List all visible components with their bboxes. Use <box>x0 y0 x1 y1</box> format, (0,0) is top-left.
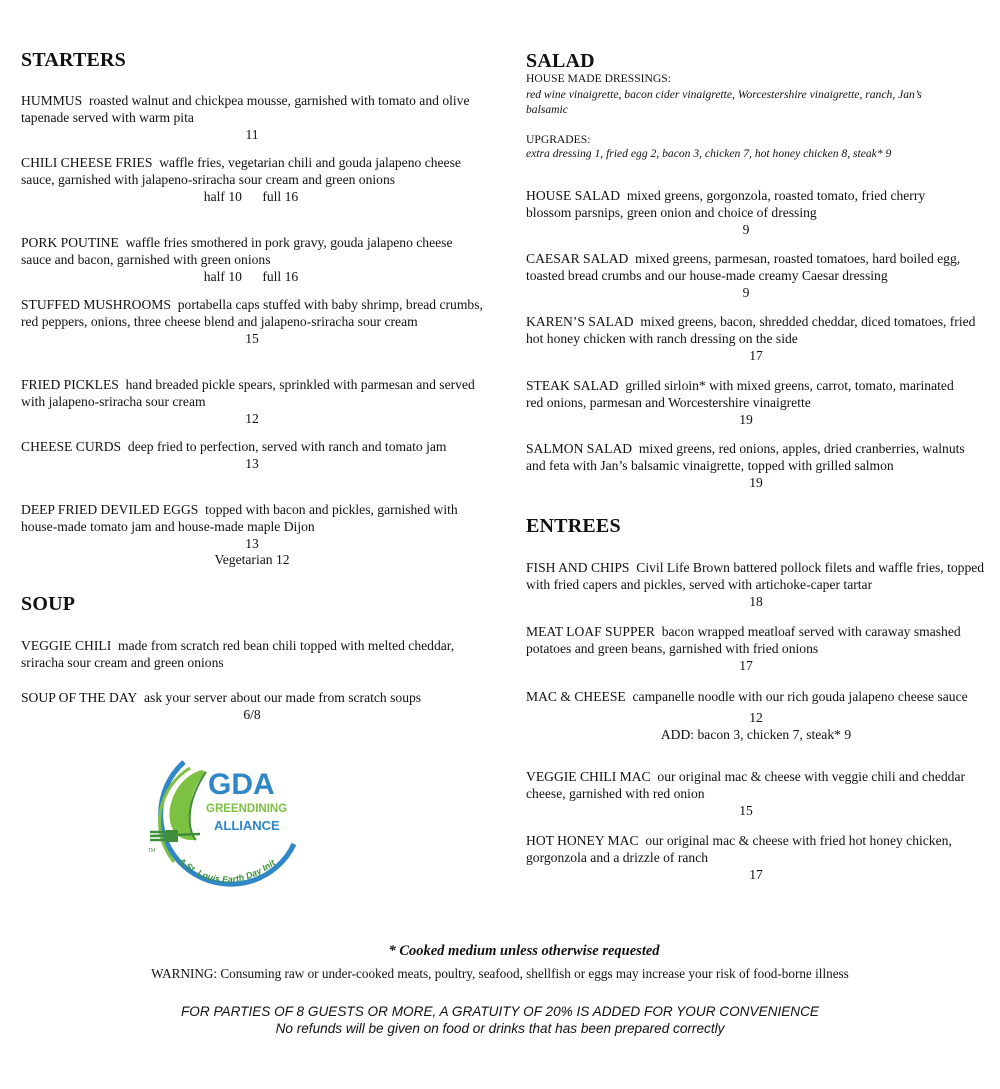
refund-note: No refunds will be given on food or drinks that has been prepared correctly <box>275 1021 725 1036</box>
item-name: STEAK SALAD <box>526 378 619 393</box>
menu-item-karens-salad <box>526 314 986 364</box>
menu-item-steak-salad <box>526 378 966 428</box>
item-desc: our original mac & cheese with fried hot honey chicken, gorgonzola and a drizzle of ranch <box>526 833 952 865</box>
cooked-note: * Cooked medium unless otherwise requested <box>388 943 660 959</box>
item-desc: our original mac & cheese with veggie chili and cheddar cheese, garnished with red onion <box>526 769 966 801</box>
item-desc: topped with bacon and pickles, garnished with house-made tomato jam and house-made maple Dijon <box>21 502 458 534</box>
item-name: SOUP OF THE DAY <box>21 690 138 705</box>
upgrades-label: UPGRADES: <box>526 133 591 146</box>
item-name: CAESAR SALAD <box>526 251 629 266</box>
item-price: 13 <box>245 455 259 471</box>
upgrades-list <box>526 147 966 162</box>
item-name: FRIED PICKLES <box>21 377 119 392</box>
item-desc: campanelle noodle with our rich gouda jalapeno cheese sauce <box>632 689 968 704</box>
item-price: 11 <box>245 126 259 142</box>
logo-tagline: A St. Louis Earth Day Init <box>176 855 278 885</box>
menu-item-pork-poutine <box>21 235 461 285</box>
item-desc: hand breaded pickle spears, sprinkled with parmesan and served with jalapeno-sriracha sour cream <box>21 377 475 409</box>
item-desc: waffle fries smothered in pork gravy, gouda jalapeno cheese sauce and bacon, garnished with green onions <box>21 235 453 267</box>
item-desc: mixed greens, parmesan, roasted tomatoes, hard boiled egg, toasted bread crumbs and our house-made creamy Caesar dressing <box>526 251 961 283</box>
logo-letters: GDA <box>208 768 275 801</box>
menu-item-mac-and-cheese <box>526 689 986 743</box>
item-desc: bacon wrapped meatloaf served with caraway smashed potatoes and green beans, garnished with fried onions <box>526 624 961 656</box>
item-add-ons: ADD: bacon 3, chicken 7, steak* 9 <box>660 726 852 742</box>
policy-notes <box>0 1003 1000 1037</box>
food-warning: WARNING: Consuming raw or under-cooked meats, poultry, seafood, shellfish or eggs may increase your risk of food-borne illness <box>151 966 849 981</box>
item-desc: portabella caps stuffed with baby shrimp, bread crumbs, red peppers, onions, three cheese blend and jalapeno-sriracha sour cream <box>21 297 483 329</box>
item-name: PORK POUTINE <box>21 235 119 250</box>
item-price: 12 <box>749 709 763 725</box>
item-price: 6/8 <box>243 706 261 722</box>
item-name: DEEP FRIED DEVILED EGGS <box>21 502 199 517</box>
item-name: FISH AND CHIPS <box>526 560 630 575</box>
item-desc: grilled sirloin* with mixed greens, carrot, tomato, marinated red onions, parmesan and Worcestershire vinaigrette <box>526 378 954 410</box>
item-price: 17 <box>739 657 753 673</box>
item-name: SALMON SALAD <box>526 441 633 456</box>
item-price: 9 <box>742 284 750 300</box>
entrees-heading: ENTREES <box>526 515 621 537</box>
menu-item-salmon-salad <box>526 441 986 491</box>
starters-heading: STARTERS <box>21 49 127 71</box>
menu-item-house-salad <box>526 188 966 238</box>
item-price: 15 <box>739 802 753 818</box>
fork-head <box>166 830 178 842</box>
menu-item-cheese-curds <box>21 439 483 473</box>
item-price: 17 <box>749 347 763 363</box>
item-name: HOT HONEY MAC <box>526 833 639 848</box>
item-price: 17 <box>749 866 763 882</box>
item-name: CHILI CHEESE FRIES <box>21 155 153 170</box>
menu-item-soup-of-the-day <box>21 690 483 724</box>
item-price: 12 <box>245 410 259 426</box>
item-name: CHEESE CURDS <box>21 439 122 454</box>
item-desc: Civil Life Brown battered pollock filets and waffle fries, topped with fried capers and pickles, served with artichoke-caper tartar <box>526 560 985 592</box>
soup-heading: SOUP <box>21 593 76 615</box>
menu-item-hummus <box>21 93 483 143</box>
item-desc: mixed greens, gorgonzola, roasted tomato, fried cherry blossom parsnips, green onion and choice of dressing <box>526 188 926 220</box>
gratuity-note: FOR PARTIES OF 8 GUESTS OR MORE, A GRATUITY OF 20% IS ADDED FOR YOUR CONVENIENCE <box>180 1004 819 1019</box>
item-desc: mixed greens, red onions, apples, dried cranberries, walnuts and feta with Jan’s balsamic vinaigrette, topped with grilled salmon <box>526 441 965 473</box>
logo-line2: ALLIANCE <box>214 818 280 833</box>
menu-item-stuffed-mushrooms <box>21 297 483 347</box>
menu-item-fried-pickles <box>21 377 483 427</box>
item-name: KAREN’S SALAD <box>526 314 634 329</box>
item-price: half 10 full 16 <box>203 268 299 284</box>
item-desc: deep fried to perfection, served with ranch and tomato jam <box>127 439 447 454</box>
item-name: VEGGIE CHILI <box>21 638 112 653</box>
item-name: MEAT LOAF SUPPER <box>526 624 655 639</box>
item-price: 9 <box>742 221 750 237</box>
logo-tm: TM <box>148 848 156 854</box>
menu-item-veggie-chili <box>21 638 461 672</box>
item-price: 13 <box>245 535 259 551</box>
menu-item-fish-and-chips <box>526 560 986 610</box>
menu-item-deep-fried-deviled-eggs <box>21 502 483 569</box>
item-name: MAC & CHEESE <box>526 689 626 704</box>
item-desc: waffle fries, vegetarian chili and gouda jalapeno cheese sauce, garnished with jalapeno-sriracha sour cream and green onions <box>21 155 461 187</box>
item-price: 19 <box>749 474 763 490</box>
menu-item-meat-loaf-supper <box>526 624 966 674</box>
item-desc: made from scratch red bean chili topped with melted cheddar, sriracha sour cream and green onions <box>21 638 455 670</box>
item-price: half 10 full 16 <box>203 188 299 204</box>
item-price: 18 <box>749 593 763 609</box>
item-price: 15 <box>245 330 259 346</box>
item-price: 19 <box>739 411 753 427</box>
dressings-label: HOUSE MADE DRESSINGS: <box>526 72 671 85</box>
upgrades-text: extra dressing 1, fried egg 2, bacon 3, chicken 7, hot honey chicken 8, steak* 9 <box>526 147 892 160</box>
item-desc: mixed greens, bacon, shredded cheddar, diced tomatoes, fried hot honey chicken with ranch dressing on the side <box>526 314 976 346</box>
item-name: HUMMUS <box>21 93 83 108</box>
menu-item-chili-cheese-fries <box>21 155 461 205</box>
item-desc: ask your server about our made from scratch soups <box>144 690 422 705</box>
item-name: VEGGIE CHILI MAC <box>526 769 651 784</box>
logo-line1: GREENDINING <box>206 803 288 815</box>
menu-item-caesar-salad <box>526 251 966 301</box>
menu-item-hot-honey-mac <box>526 833 986 883</box>
item-desc: roasted walnut and chickpea mousse, garnished with tomato and olive tapenade served with warm pita <box>21 93 470 125</box>
gda-logo-graphic <box>144 744 304 896</box>
item-name: HOUSE SALAD <box>526 188 621 203</box>
item-vegetarian-price: Vegetarian 12 <box>214 552 290 568</box>
salad-heading: SALAD <box>526 50 595 72</box>
item-name: STUFFED MUSHROOMS <box>21 297 171 312</box>
menu-item-veggie-chili-mac <box>526 769 966 819</box>
dressings-list <box>526 88 966 117</box>
gda-logo <box>144 744 304 896</box>
dressings-text: red wine vinaigrette, bacon cider vinaigrette, Worcestershire vinaigrette, ranch, Jan’s balsamic <box>526 88 922 116</box>
